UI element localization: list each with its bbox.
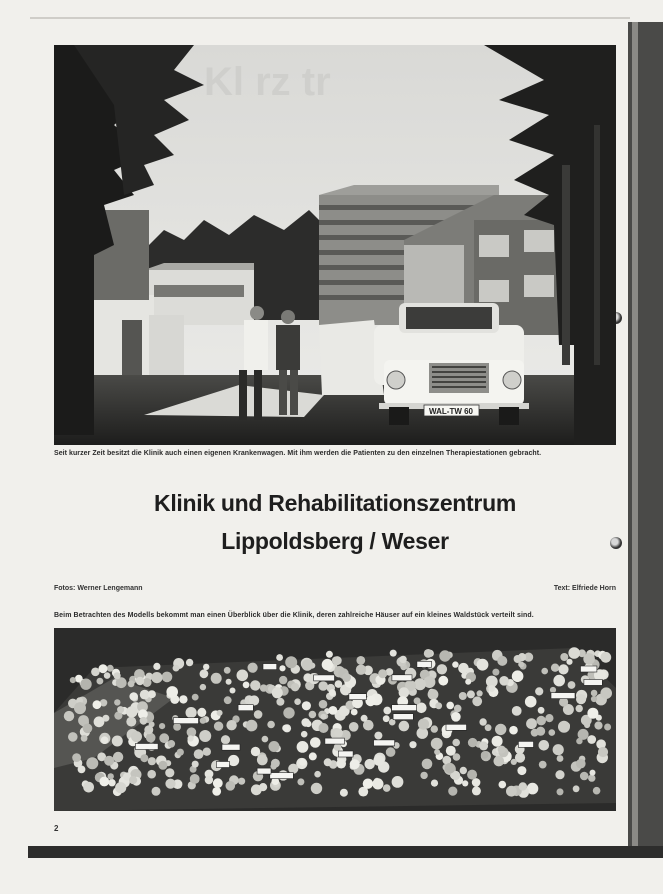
bottom-edge xyxy=(28,846,663,858)
photo-caption: Seit kurzer Zeit besitzt die Klinik auch einen eigenen Krankenwagen. Mit ihm werden die Patienten zu den einzelnen Therapiestationen gebracht. xyxy=(54,450,542,457)
svg-text:Kl rz tr: Kl rz tr xyxy=(204,60,331,104)
model-caption: Beim Betrachten des Modells bekommt man einen Überblick über die Klinik, deren zahlreiche Häuser auf ein kleines Waldstück verteilt sind. xyxy=(54,612,534,619)
license-plate: WAL-TW 60 xyxy=(429,407,473,416)
binding-strip xyxy=(628,22,663,852)
article-subtitle: Lippoldsberg / Weser xyxy=(221,528,449,554)
clinic-ambulance-photo xyxy=(54,45,616,445)
photo-credit: Fotos: Werner Lengemann xyxy=(54,585,143,592)
article-title: Klinik und Rehabilitationszentrum xyxy=(154,490,516,516)
clinic-model-photo xyxy=(54,628,616,811)
page-number: 2 xyxy=(54,824,59,833)
page-edge xyxy=(30,17,630,19)
text-credit: Text: Elfriede Horn xyxy=(553,585,616,592)
